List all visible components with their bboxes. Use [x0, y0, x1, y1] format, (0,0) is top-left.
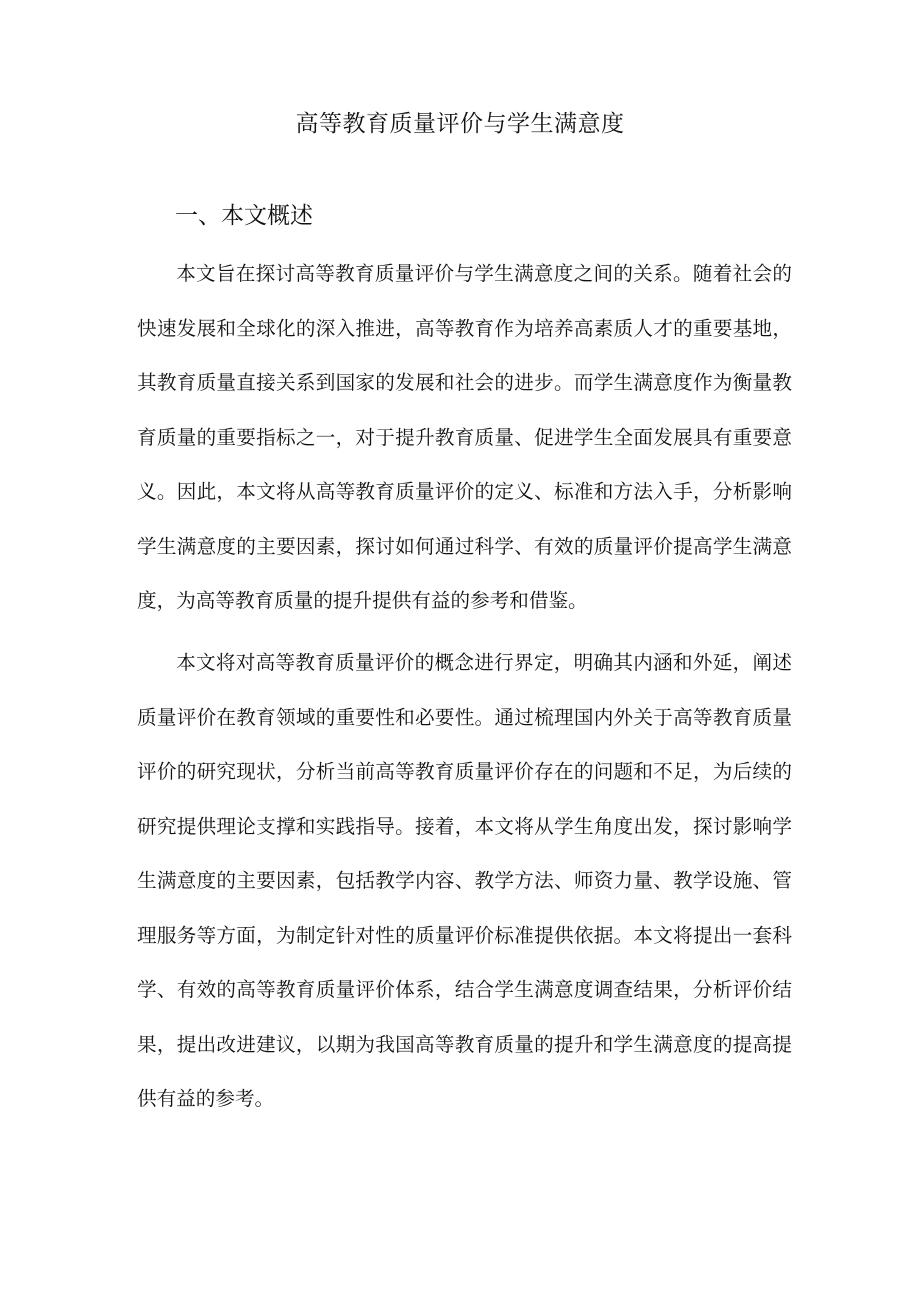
document-title: 高等教育质量评价与学生满意度: [295, 111, 625, 137]
paragraph-1: [137, 247, 792, 629]
paragraph-2: [137, 636, 792, 1127]
section-heading: 一、本文概述: [175, 203, 313, 229]
paragraph-text: 本文将对高等教育质量评价的概念进行界定，明确其内涵和外延，阐述质量评价在教育领域的重要性和必要性。通过梳理国内外关于高等教育质量评价的研究现状，分析当前高等教育质量评价存在的问题和不足，为后续的研究提供理论支撑和实践指导。接着，本文将从学生角度出发，探讨影响学生满意度的主要因素，包括教学内容、教学方法、师资力量、教学设施、管理服务等方面，为制定针对性的质量评价标准提供依据。本文将提出一套科学、有效的高等教育质量评价体系，结合学生满意度调查结果，分析评价结果，提出改进建议，以期为我国高等教育质量的提升和学生满意度的提高提供有益的参考。: [137, 651, 792, 1110]
paragraph-text: 本文旨在探讨高等教育质量评价与学生满意度之间的关系。随着社会的快速发展和全球化的深入推进，高等教育作为培养高素质人才的重要基地，其教育质量直接关系到国家的发展和社会的进步。而学生满意度作为衡量教育质量的重要指标之一，对于提升教育质量、促进学生全面发展具有重要意义。因此，本文将从高等教育质量评价的定义、标准和方法入手，分析影响学生满意度的主要因素，探讨如何通过科学、有效的质量评价提高学生满意度，为高等教育质量的提升提供有益的参考和借鉴。: [137, 262, 792, 612]
